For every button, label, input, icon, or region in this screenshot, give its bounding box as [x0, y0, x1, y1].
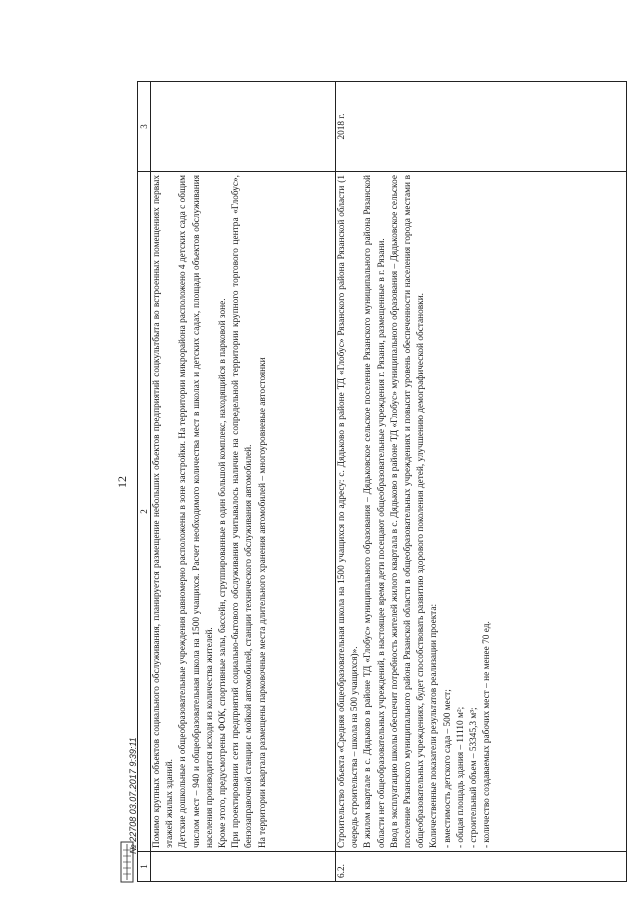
header-col-3: 3 [138, 82, 151, 172]
paragraph: - вместимость детского сада – 500 мест; [442, 689, 453, 848]
table-row [151, 82, 336, 882]
page-number: 12 [115, 476, 129, 488]
paragraph: Детские дошкольные и общеобразовательные учреждения равномерно расположены в зоне застройки. На территории микрорайона расположено 4 детских сада с общим числом мест – 940 и общеобразовательная школа на 1500 учащихся. Расчет необходимого количества мест в школах и детских садах, площади объектов обслуживания населения производится исходя из количества жителей. [178, 175, 215, 848]
paragraph: При проектировании сети предприятий социально-бытового обслуживания учитывалось наличие на сопредельной территории крупного торгового центра «Глобус», бензозаправочной станции с мойкой автомобилей, станции технического обслуживания автомобилей. [231, 175, 255, 848]
paragraph: Строительство объекта «Средняя общеобразовательная школа на 1500 учащихся по адресу: с. Дядьково в районе ТД «Глобус» Рязанского района Рязанской области (1 очередь строительства – школа на 500 учащихся)». [337, 175, 361, 848]
rotated-content [113, 82, 627, 882]
paragraph: - общая площадь здания – 11110 м²; [455, 706, 466, 848]
row-text [336, 172, 627, 852]
paragraph: - количество создаваемых рабочих мест – не менее 70 ед. [482, 621, 493, 848]
row-number: 6.2. [336, 852, 627, 882]
table-row [336, 82, 627, 882]
paragraph: Количественные показатели результатов реализации проекта: [429, 603, 440, 848]
paragraph: Кроме этого, предусмотрены ФОК, спортивные залы, бассейн, сгруппированные в один большой комплекс, находящийся в парковой зоне. [218, 298, 229, 848]
paragraph: В жилом квартале в с. Дядьково в районе ТД «Глобус» муниципального образования – Дядьковское сельское поселение Рязанского муниципального района Рязанской области нет общеобразовательных учреждений, в настоящее время дети посещают общеобразовательные учреждения г. Рязани, размещенные в г. Рязани. [363, 175, 387, 848]
paragraph: На территории квартала размещены парковочные места длительного хранения автомобилей – многоуровневые автостоянки [257, 357, 268, 848]
paragraph: Ввод в эксплуатацию школы обеспечит потребность жителей жилого квартала в с. Дядьково в районе ТД «Глобус» муниципального образования – Дядьковское сельское поселение Рязанского муниципального района Рязанской области в общеобразовательных учреждениях и повысит уровень обеспеченности населения города местами в общеобразовательных учреждениях, будет способствовать развитию здорового поколения детей, улучшению демографической обстановки. [389, 175, 427, 848]
header-col-1: 1 [138, 852, 151, 882]
row-number [151, 852, 336, 882]
header-col-2: 2 [138, 172, 151, 852]
row-year: 2018 г. [336, 82, 627, 172]
paragraph: - строительный объем – 53345,3 м³; [469, 707, 480, 848]
row-year [151, 82, 336, 172]
row-text [151, 172, 336, 852]
table-header-row [138, 82, 151, 882]
content-table [137, 81, 627, 882]
paragraph: Помимо крупных объектов социального обслуживания, планируется размещение небольших объектов предприятий соцкультбыта во встроенных помещениях первых этажей жилых зданий. [152, 175, 176, 848]
registry-stamp-label: № 22708 03.07.2017 9:39:11 [128, 737, 138, 854]
